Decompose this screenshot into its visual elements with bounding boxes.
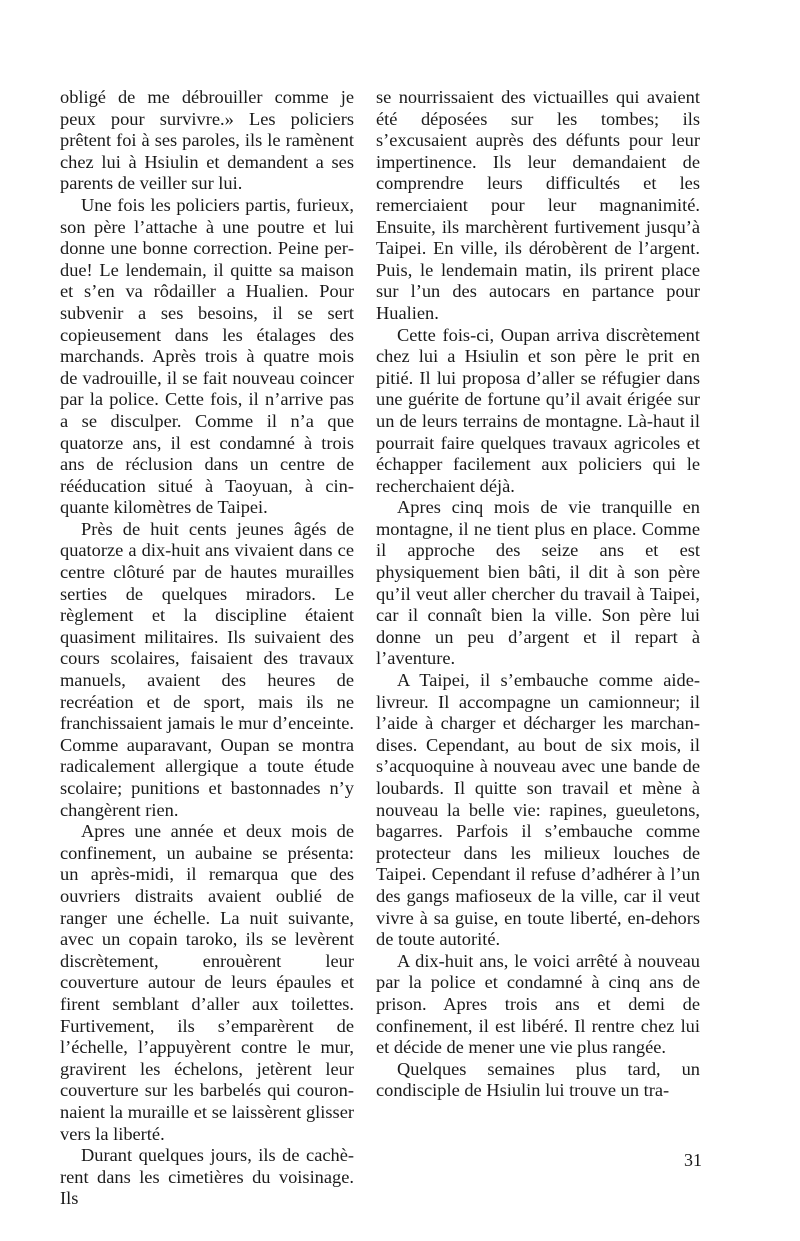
paragraph: Durant quelques jours, ils de cachèrent dans les cimetières du voisinage. Ils [60,1145,354,1209]
paragraph: Apres cinq mois de vie tranquille en montagne, il ne tient plus en place. Comme il approche des seize ans et est physiquement bien bâti, il dit à son père qu’il veut aller chercher du travail à Taipei, car il connaît bien la ville. Son père lui donne un peu d’argent et il repart à l’aventure. [376,497,700,669]
paragraph: obligé de me débrouiller comme je peux pour survivre.» Les policiers prêtent foi à ses paroles, ils le ramènent chez lui à Hsiulin et demandent a ses parents de veiller sur lui. [60,87,354,194]
paragraph: A Taipei, il s’embauche comme aide-livreur. Il accompagne un camionneur; il l’aide à charger et décharger les marchandises. Cependant, au bout de six mois, il s’acquoquine à nouveau avec une bande de loubards. Il quitte son travail et mène à nouveau la belle vie: rapines, gueuletons, bagarres. Parfois il s’embauche comme protecteur dans les milieux louches de Taipei. Cependant il refuse d’adhérer à l’un des gangs mafioseux de la ville, car il veut vivre à sa guise, en toute liberté, en-dehors de toute autorité. [376,670,700,950]
paragraph: A dix-huit ans, le voici arrêté à nouveau par la police et condamné à cinq ans de prison. Apres trois ans et demi de confinement, il est libéré. Il rentre chez lui et décide de mener une vie plus rangée. [376,950,700,1058]
left-column [60,87,354,1210]
paragraph: Quelques semaines plus tard, un condisciple de Hsiulin lui trouve un tra- [376,1058,700,1101]
right-column [376,87,700,1102]
paragraph: Près de huit cents jeunes âgés de quatorze a dix-huit ans vivaient dans ce centre clôturé par de hautes murailles serties de quelques miradors. Le règlement et la discipline étaient quasiment militaires. Ils suivaient des cours scolaires, faisaient des travaux manuels, avaient des heures de recréation et de sport, mais ils ne franchissaient jamais le mur d’enceinte. Comme auparavant, Oupan se montra radicalement allergique a toute étude scolaire; punitions et bastonnades n’y changèrent rien. [60,518,354,820]
paragraph: Cette fois-ci, Oupan arriva discrètement chez lui a Hsiulin et son père le prit en pitié. Il lui proposa d’aller se réfugier dans une guérite de fortune qu’il avait érigée sur un de leurs terrains de montagne. Là-haut il pourrait faire quelques travaux agricoles et échapper facilement aux policiers qui le recherchaient déjà. [376,324,700,496]
page-number: 31 [684,1150,702,1170]
paragraph: se nourrissaient des victuailles qui avaient été déposées sur les tombes; ils s’excusaient auprès des défunts pour leur impertinence. Ils leur demandaient de comprendre leurs difficultés et les remerciaient pour leur magnanimité. Ensuite, ils marchèrent furtivement jusqu’à Taipei. En ville, ils dérobèrent de l’argent. Puis, le lendemain matin, ils prirent place sur l’un des autocars en partance pour Hualien. [376,87,700,323]
paragraph: Une fois les policiers partis, furieux, son père l’attache à une poutre et lui donne une bonne correction. Peine perdue! Le lendemain, il quitte sa maison et s’en va rôdailler a Hualien. Pour subvenir a ses besoins, il se sert copieusement dans les étalages des marchands. Après trois à quatre mois de vadrouille, il se fait nouveau coincer par la police. Cette fois, il n’arrive pas a se disculper. Comme il n’a que quatorze ans, il est condamné à trois ans de réclusion dans un centre de rééducation situé à Taoyuan, à cinquante kilomètres de Taipei. [60,194,354,518]
paragraph: Apres une année et deux mois de confinement, un aubaine se présenta: un après-midi, il remarqua que des ouvriers distraits avaient oublié de ranger une échelle. La nuit suivante, avec un copain taroko, ils se levèrent discrètement, enrouèrent leur couverture autour de leurs épaules et firent semblant d’aller aux toilettes. Furtivement, ils s’emparèrent de l’échelle, l’appuyèrent contre le mur, gravirent les échelons, jetèrent leur couverture sur les barbelés qui couronnaient la muraille et se laissèrent glisser vers la liberté. [60,821,354,1144]
